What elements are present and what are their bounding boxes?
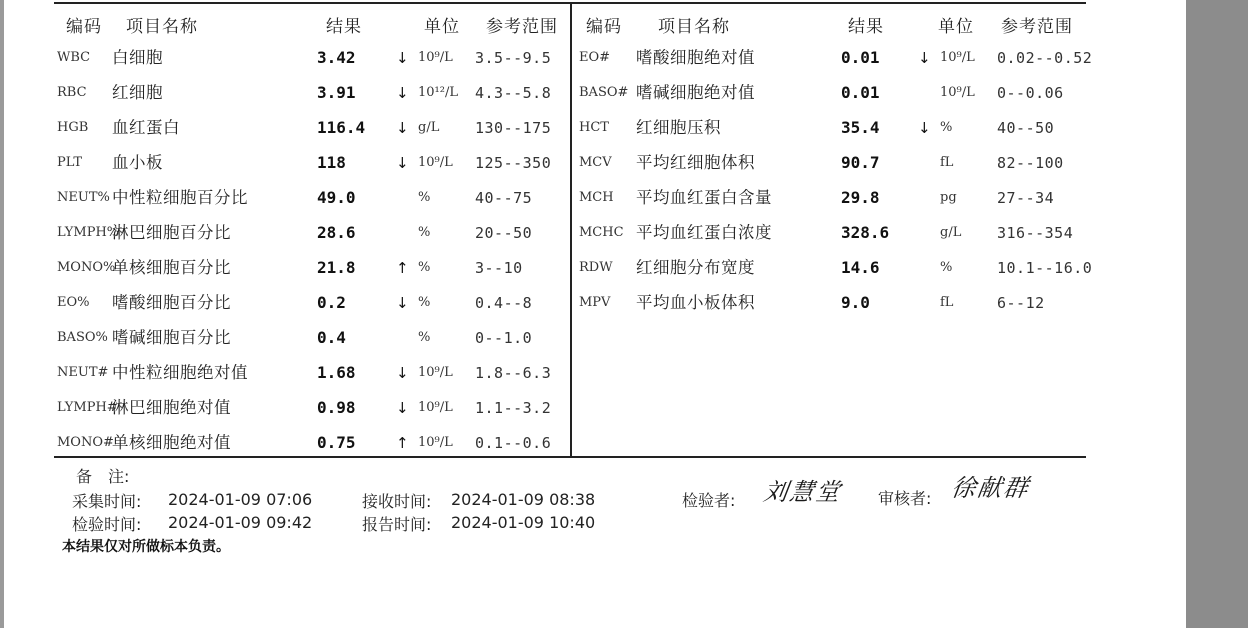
collect-time-label: 采集时间:: [72, 492, 142, 511]
tester-signature: 刘慧堂: [761, 478, 844, 506]
item-code: MONO#: [57, 435, 114, 450]
item-code: NEUT#: [57, 365, 109, 380]
abnormal-flag: ↓: [918, 49, 931, 67]
result-value: 90.7: [841, 153, 880, 172]
right-header-name: 项目名称: [658, 17, 730, 37]
item-code: RBC: [57, 85, 87, 100]
disclaimer-text: 本结果仅对所做标本负责。: [62, 539, 230, 555]
item-code: MONO%: [57, 260, 116, 275]
unit: %: [940, 120, 953, 135]
result-value: 29.8: [841, 188, 880, 207]
item-name: 中性粒细胞百分比: [112, 188, 248, 207]
unit: 10¹²/L: [418, 85, 458, 100]
receive-time-label: 接收时间:: [362, 492, 432, 511]
item-name: 白细胞: [112, 48, 163, 67]
unit: %: [418, 190, 431, 205]
right-header-result: 结果: [848, 17, 884, 37]
abnormal-flag: ↑: [396, 434, 409, 452]
remarks-label: 备 注:: [76, 467, 130, 486]
item-code: LYMPH#: [57, 400, 118, 415]
unit: g/L: [418, 120, 440, 135]
abnormal-flag: ↓: [396, 84, 409, 102]
item-code: NEUT%: [57, 190, 110, 205]
unit: 10⁹/L: [940, 85, 975, 100]
item-name: 嗜碱细胞百分比: [112, 328, 231, 347]
item-code: PLT: [57, 155, 82, 170]
item-code: EO%: [57, 295, 90, 310]
item-name: 淋巴细胞绝对值: [112, 398, 231, 417]
item-name: 单核细胞百分比: [112, 258, 231, 277]
result-value: 1.68: [317, 363, 356, 382]
unit: 10⁹/L: [418, 400, 453, 415]
tester-label: 检验者:: [682, 491, 736, 510]
item-name: 中性粒细胞绝对值: [112, 363, 248, 382]
right-header-code: 编码: [586, 17, 622, 37]
table-bottom-rule: [54, 456, 1086, 458]
result-value: 14.6: [841, 258, 880, 277]
item-name: 平均红细胞体积: [636, 153, 755, 172]
item-name: 血红蛋白: [112, 118, 180, 137]
reference-range: 27--34: [997, 189, 1055, 207]
result-value: 3.91: [317, 83, 356, 102]
item-name: 淋巴细胞百分比: [112, 223, 231, 242]
abnormal-flag: ↓: [396, 294, 409, 312]
item-name: 红细胞压积: [636, 118, 721, 137]
right-header-unit: 单位: [938, 17, 974, 37]
left-header-code: 编码: [66, 17, 102, 37]
result-value: 3.42: [317, 48, 356, 67]
abnormal-flag: ↓: [918, 119, 931, 137]
result-value: 21.8: [317, 258, 356, 277]
unit: 10⁹/L: [940, 50, 975, 65]
unit: 10⁹/L: [418, 50, 453, 65]
result-value: 28.6: [317, 223, 356, 242]
reference-range: 0.4--8: [475, 294, 533, 312]
result-value: 328.6: [841, 223, 890, 242]
unit: pg: [940, 190, 957, 205]
reference-range: 0--1.0: [475, 329, 533, 347]
item-name: 嗜酸细胞百分比: [112, 293, 231, 312]
item-name: 嗜酸细胞绝对值: [636, 48, 755, 67]
item-code: RDW: [579, 260, 613, 275]
left-header-name: 项目名称: [126, 17, 198, 37]
reference-range: 130--175: [475, 119, 552, 137]
reference-range: 1.1--3.2: [475, 399, 552, 417]
result-value: 0.01: [841, 83, 880, 102]
result-value: 0.98: [317, 398, 356, 417]
item-code: LYMPH%: [57, 225, 120, 240]
left-header-result: 结果: [326, 17, 362, 37]
left-header-unit: 单位: [424, 17, 460, 37]
right-header-range: 参考范围: [1001, 17, 1073, 37]
reference-range: 10.1--16.0: [997, 259, 1093, 277]
item-code: BASO%: [57, 330, 108, 345]
reference-range: 3--10: [475, 259, 523, 277]
result-value: 0.2: [317, 293, 346, 312]
item-code: MCH: [579, 190, 614, 205]
reviewer-signature: 徐献群: [949, 474, 1032, 502]
unit: fL: [940, 295, 954, 310]
reference-range: 3.5--9.5: [475, 49, 552, 67]
unit: 10⁹/L: [418, 365, 453, 380]
result-value: 49.0: [317, 188, 356, 207]
abnormal-flag: ↓: [396, 154, 409, 172]
item-code: MCV: [579, 155, 612, 170]
item-name: 单核细胞绝对值: [112, 433, 231, 452]
reference-range: 6--12: [997, 294, 1045, 312]
reference-range: 82--100: [997, 154, 1064, 172]
result-value: 0.4: [317, 328, 346, 347]
reference-range: 1.8--6.3: [475, 364, 552, 382]
column-divider: [570, 4, 572, 456]
test-time-value: 2024-01-09 09:42: [168, 513, 313, 532]
item-code: MPV: [579, 295, 611, 310]
viewer-background: [1186, 0, 1248, 628]
reference-range: 0--0.06: [997, 84, 1064, 102]
reference-range: 20--50: [475, 224, 533, 242]
report-time-label: 报告时间:: [362, 515, 432, 534]
report-time-value: 2024-01-09 10:40: [451, 513, 596, 532]
item-code: BASO#: [579, 85, 629, 100]
unit: %: [418, 295, 431, 310]
reference-range: 125--350: [475, 154, 552, 172]
abnormal-flag: ↓: [396, 364, 409, 382]
item-code: HCT: [579, 120, 609, 135]
item-name: 平均血红蛋白含量: [636, 188, 772, 207]
unit: %: [418, 260, 431, 275]
item-name: 血小板: [112, 153, 163, 172]
result-value: 35.4: [841, 118, 880, 137]
unit: %: [940, 260, 953, 275]
reference-range: 0.02--0.52: [997, 49, 1093, 67]
item-code: MCHC: [579, 225, 624, 240]
abnormal-flag: ↓: [396, 49, 409, 67]
unit: %: [418, 225, 431, 240]
item-code: HGB: [57, 120, 89, 135]
item-name: 平均血红蛋白浓度: [636, 223, 772, 242]
abnormal-flag: ↑: [396, 259, 409, 277]
abnormal-flag: ↓: [396, 399, 409, 417]
reviewer-label: 审核者:: [878, 489, 932, 508]
reference-range: 316--354: [997, 224, 1074, 242]
collect-time-value: 2024-01-09 07:06: [168, 490, 313, 509]
unit: fL: [940, 155, 954, 170]
result-value: 0.01: [841, 48, 880, 67]
result-value: 9.0: [841, 293, 870, 312]
receive-time-value: 2024-01-09 08:38: [451, 490, 596, 509]
result-value: 0.75: [317, 433, 356, 452]
result-value: 116.4: [317, 118, 366, 137]
reference-range: 40--50: [997, 119, 1055, 137]
item-name: 红细胞分布宽度: [636, 258, 755, 277]
unit: g/L: [940, 225, 962, 240]
test-time-label: 检验时间:: [72, 515, 142, 534]
item-name: 嗜碱细胞绝对值: [636, 83, 755, 102]
reference-range: 40--75: [475, 189, 533, 207]
unit: 10⁹/L: [418, 435, 453, 450]
item-code: EO#: [579, 50, 611, 65]
item-name: 平均血小板体积: [636, 293, 755, 312]
item-code: WBC: [57, 50, 91, 65]
reference-range: 0.1--0.6: [475, 434, 552, 452]
abnormal-flag: ↓: [396, 119, 409, 137]
left-header-range: 参考范围: [486, 17, 558, 37]
reference-range: 4.3--5.8: [475, 84, 552, 102]
unit: 10⁹/L: [418, 155, 453, 170]
unit: %: [418, 330, 431, 345]
result-value: 118: [317, 153, 346, 172]
item-name: 红细胞: [112, 83, 163, 102]
